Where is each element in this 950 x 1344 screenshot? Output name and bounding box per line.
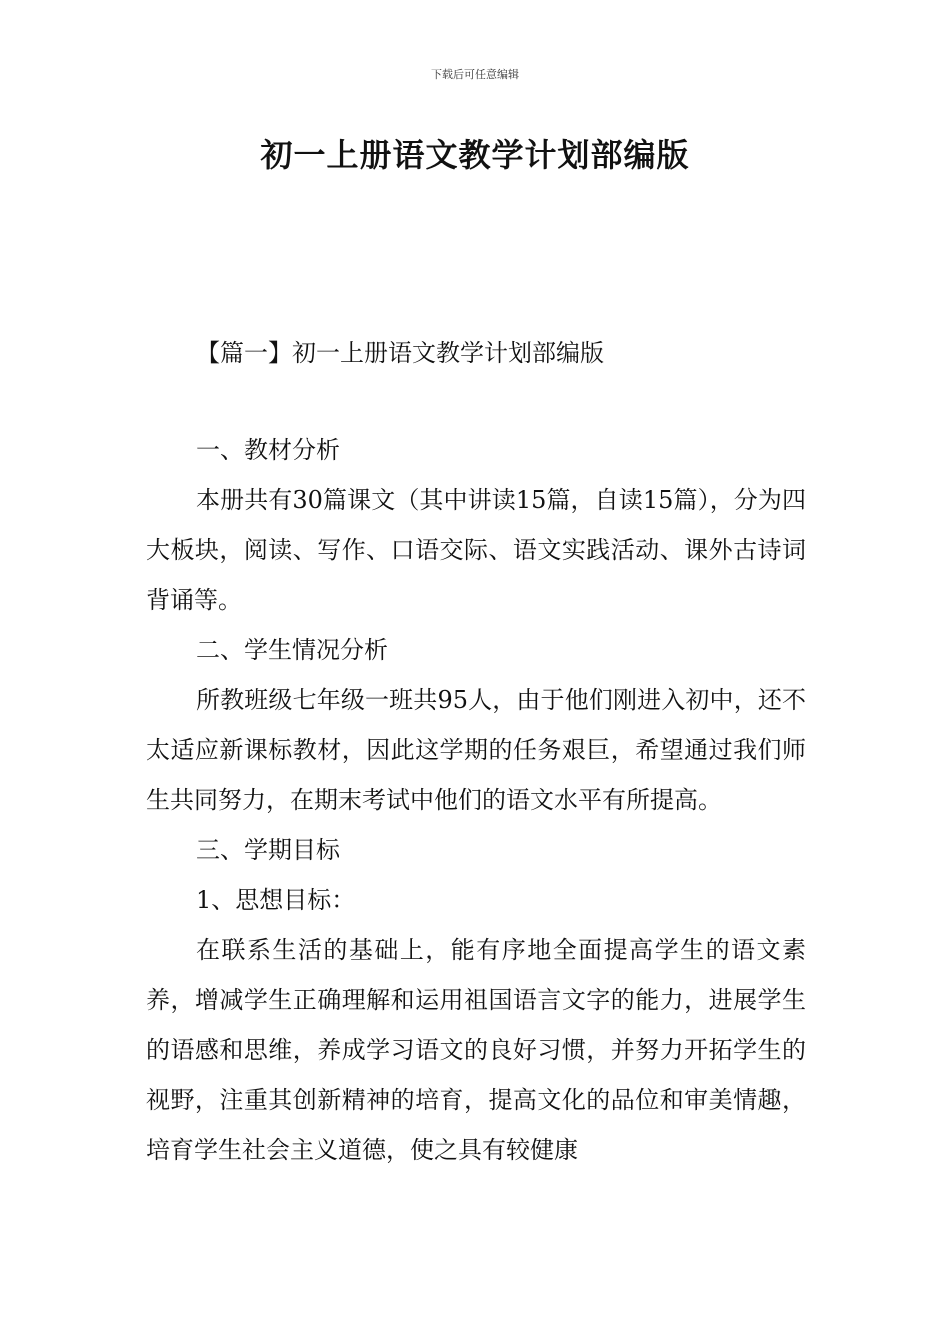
heading-semester-goals: 三、学期目标 [196, 836, 340, 864]
paragraph-student-analysis: 所教班级七年级一班共95人，由于他们刚进入初中，还不太适应新课标教材，因此这学期的任务艰巨，希望通过我们师生共同努力，在期末考试中他们的语文水平有所提高。 [146, 686, 806, 814]
section-title: 【篇一】初一上册语文教学计划部编版 [196, 339, 604, 367]
document-body [146, 425, 806, 1175]
subheading-ideological-goals: 1、思想目标： [196, 886, 356, 914]
heading-student-analysis: 二、学生情况分析 [196, 636, 388, 664]
paragraph-ideological-goals: 在联系生活的基础上，能有序地全面提高学生的语文素养，增减学生正确理解和运用祖国语言文字的能力，进展学生的语感和思维，养成学习语文的良好习惯，并努力开拓学生的视野，注重其创新精神的培育，提高文化的品位和审美情趣，培育学生社会主义道德，使之具有较健康 [146, 936, 806, 1164]
header-note: 下载后可任意编辑 [431, 68, 519, 81]
paragraph-textbook-analysis: 本册共有30篇课文（其中讲读15篇，自读15篇），分为四大板块，阅读、写作、口语交际、语文实践活动、课外古诗词背诵等。 [146, 486, 806, 614]
document-title: 初一上册语文教学计划部编版 [260, 136, 690, 174]
heading-textbook-analysis: 一、教材分析 [196, 436, 340, 464]
